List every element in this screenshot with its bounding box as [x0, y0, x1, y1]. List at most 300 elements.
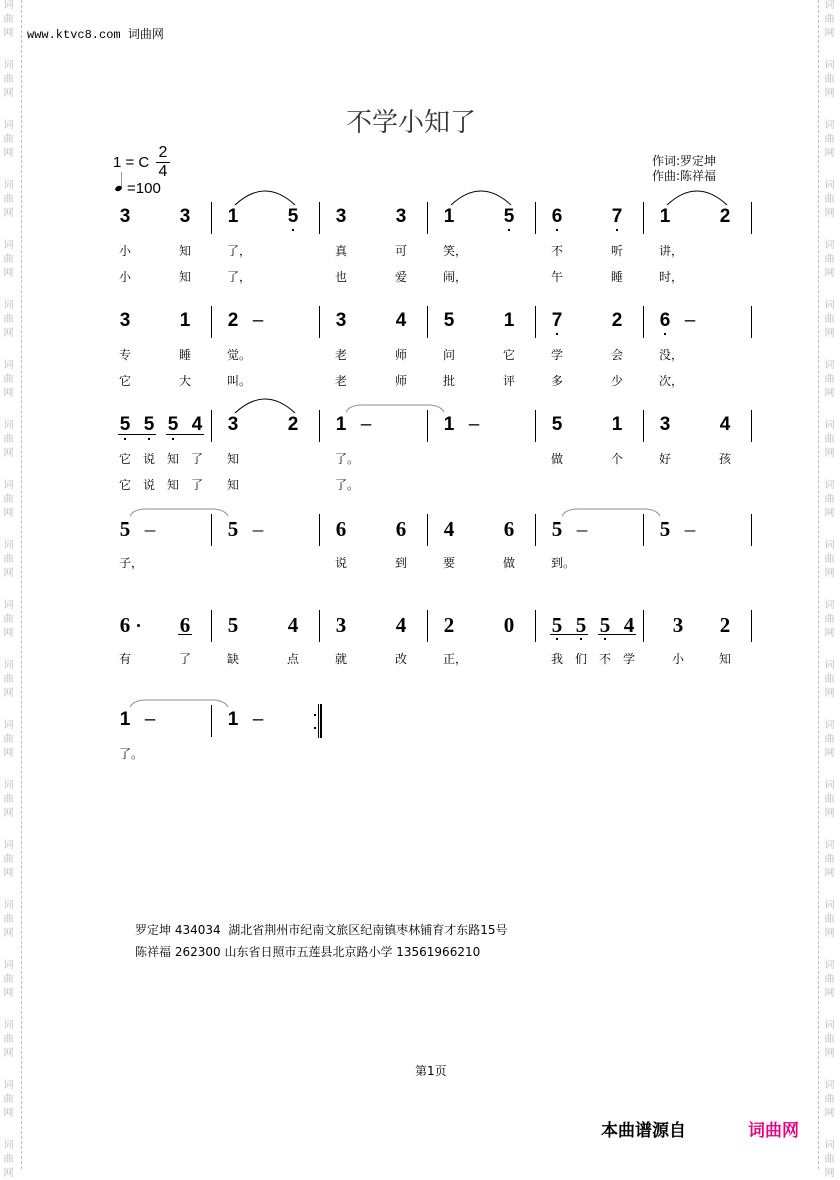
bar-line: [211, 610, 212, 642]
watermark-char: 网: [3, 808, 14, 819]
lyric-syllable: 知: [227, 478, 240, 492]
bar-line: [211, 410, 212, 442]
watermark-char: 曲: [3, 374, 14, 385]
lyric-syllable: 了，: [227, 244, 252, 258]
watermark-char: 词: [3, 960, 14, 971]
watermark-char: 曲: [824, 734, 835, 745]
low-octave-dot: [556, 229, 558, 231]
watermark-char: 词: [3, 120, 14, 131]
lyric-syllable: 了: [191, 478, 204, 492]
lyric-syllable: 知: [719, 652, 732, 666]
watermark-char: 网: [824, 1108, 835, 1119]
lyric-syllable: 就: [335, 652, 348, 666]
lyric-syllable: 次，: [659, 374, 684, 388]
note: 2: [611, 310, 623, 331]
watermark-char: 词: [824, 1140, 835, 1151]
watermark-char: 曲: [824, 674, 835, 685]
note: 2: [443, 613, 455, 637]
watermark-char: 词: [824, 180, 835, 191]
bar-line: [643, 514, 644, 546]
note: 6: [659, 310, 671, 331]
watermark-char: 词: [824, 660, 835, 671]
watermark-char: 网: [824, 868, 835, 879]
page-number: 第1页: [415, 1064, 447, 1078]
watermark-char: 网: [3, 388, 14, 399]
note: 3: [659, 414, 671, 435]
watermark-char: 词: [824, 780, 835, 791]
note: 5: [659, 517, 671, 541]
bar-line: [427, 610, 428, 642]
watermark-char: 词: [824, 960, 835, 971]
lyric-syllable: 听: [611, 244, 624, 258]
lyric-syllable: 睡: [179, 348, 192, 362]
lyric-syllable: 叫。: [227, 374, 252, 388]
watermark-char: 网: [824, 628, 835, 639]
lyric-syllable: 睡: [611, 270, 624, 284]
note: 1: [227, 709, 239, 730]
bar-line: [319, 410, 320, 442]
bar-line: [319, 306, 320, 338]
note: 5: [227, 517, 239, 541]
watermark-char: 曲: [824, 614, 835, 625]
bar-line: [751, 202, 752, 234]
watermark-char: 网: [3, 88, 14, 99]
note: 4: [191, 414, 203, 435]
note: 4: [395, 613, 407, 637]
lyric-syllable: 做: [503, 556, 516, 570]
note: 3: [119, 206, 131, 227]
note-extension-dash: –: [684, 310, 696, 331]
note: 4: [287, 613, 299, 637]
watermark-char: 网: [824, 748, 835, 759]
watermark-char: 词: [824, 540, 835, 551]
contact-line-composer: 陈祥福 262300 山东省日照市五莲县北京路小学 13561966210: [135, 945, 481, 959]
watermark-char: 网: [824, 328, 835, 339]
watermark-char: 曲: [824, 254, 835, 265]
watermark-char: 词: [3, 1140, 14, 1151]
lyric-syllable: 知: [179, 270, 192, 284]
note: 1: [227, 206, 239, 227]
bar-line: [643, 610, 644, 642]
song-title: 不学小知了: [346, 108, 477, 137]
watermark-char: 词: [3, 1080, 14, 1091]
slur: [451, 191, 511, 205]
lyric-syllable: 了: [179, 652, 192, 666]
lyric-syllable: 改: [395, 652, 408, 666]
low-octave-dot: [556, 333, 558, 335]
watermark-char: 词: [3, 660, 14, 671]
lyric-syllable: 师: [395, 348, 408, 362]
note: 3: [227, 414, 239, 435]
watermark-char: 词: [824, 360, 835, 371]
watermark-char: 词: [824, 420, 835, 431]
low-octave-dot: [148, 438, 150, 440]
watermark-char: 词: [3, 480, 14, 491]
low-octave-dot: [664, 333, 666, 335]
note-extension-dash: –: [468, 414, 480, 435]
watermark-char: 网: [3, 1168, 14, 1179]
note: 5: [551, 517, 563, 541]
watermark-char: 曲: [3, 554, 14, 565]
watermark-char: 网: [3, 748, 14, 759]
watermark-char: 网: [3, 928, 14, 939]
lyric-syllable: 问: [443, 348, 456, 362]
note: 5: [227, 613, 239, 637]
watermark-char: 词: [824, 720, 835, 731]
watermark-char: 网: [3, 508, 14, 519]
lyric-syllable: 不: [599, 652, 612, 666]
watermark-char: 网: [824, 148, 835, 159]
watermark-char: 网: [824, 208, 835, 219]
tie: [130, 509, 228, 516]
note: 5: [287, 206, 299, 227]
lyric-syllable: 我: [551, 652, 564, 666]
lyric-syllable: 了。: [119, 747, 144, 761]
lyric-syllable: 知: [167, 452, 180, 466]
watermark-char: 曲: [824, 374, 835, 385]
note: 5: [599, 613, 611, 637]
note: 4: [395, 310, 407, 331]
watermark-char: 曲: [3, 134, 14, 145]
lyric-syllable: 到。: [551, 556, 576, 570]
watermark-char: 词: [824, 900, 835, 911]
watermark-char: 曲: [3, 254, 14, 265]
note: 5: [119, 517, 131, 541]
bar-line: [535, 306, 536, 338]
watermark-char: 词: [3, 900, 14, 911]
watermark-char: 网: [3, 988, 14, 999]
watermark-char: 曲: [824, 14, 835, 25]
lyric-syllable: 评: [503, 374, 516, 388]
watermark-char: 曲: [3, 194, 14, 205]
lyric-syllable: 小: [119, 270, 132, 284]
tie: [130, 700, 228, 707]
low-octave-dot: [124, 438, 126, 440]
watermark-char: 词: [3, 1020, 14, 1031]
watermark-char: 网: [3, 208, 14, 219]
lyric-syllable: 可: [395, 244, 408, 258]
note: 1: [443, 414, 455, 435]
watermark-char: 曲: [824, 914, 835, 925]
lyric-syllable: 孩: [719, 452, 732, 466]
lyric-syllable: 到: [395, 556, 408, 570]
lyric-syllable: 了。: [335, 452, 360, 466]
low-octave-dot: [556, 638, 558, 640]
note: 1: [659, 206, 671, 227]
lyric-syllable: 们: [575, 652, 588, 666]
watermark-char: 曲: [3, 794, 14, 805]
watermark-char: 网: [824, 28, 835, 39]
watermark-char: 词: [3, 720, 14, 731]
footer-source-label: 本曲谱源自: [601, 1121, 686, 1141]
lyric-syllable: 知: [167, 478, 180, 492]
note: 5: [551, 414, 563, 435]
lyric-syllable: 个: [611, 452, 624, 466]
note: 3: [179, 206, 191, 227]
watermark-char: 曲: [824, 1094, 835, 1105]
lyric-syllable: 老: [335, 374, 348, 388]
watermark-char: 曲: [3, 614, 14, 625]
watermark-char: 网: [824, 1048, 835, 1059]
note-extension-dash: –: [144, 709, 156, 730]
note: 1: [335, 414, 347, 435]
note: 6: [119, 613, 131, 637]
bar-line: [643, 410, 644, 442]
watermark-char: 曲: [824, 554, 835, 565]
lyric-syllable: 觉。: [227, 348, 252, 362]
watermark-char: 曲: [3, 1154, 14, 1165]
bar-line: [319, 610, 320, 642]
lyric-syllable: 有: [119, 652, 132, 666]
lyric-syllable: 没，: [659, 348, 684, 362]
watermark-char: 词: [3, 780, 14, 791]
watermark-char: 网: [3, 1108, 14, 1119]
lyric-syllable: 做: [551, 452, 564, 466]
note: 1: [503, 310, 515, 331]
lyric-syllable: 会: [611, 348, 624, 362]
watermark-char: 曲: [824, 1154, 835, 1165]
watermark-char: 词: [824, 0, 835, 11]
lyric-syllable: 大: [179, 374, 192, 388]
note: 0: [503, 613, 515, 637]
watermark-char: 网: [824, 88, 835, 99]
watermark-char: 词: [824, 1080, 835, 1091]
note-extension-dash: –: [576, 517, 588, 541]
tempo-marking: =100: [127, 180, 161, 197]
lyric-syllable: 知: [179, 244, 192, 258]
lyricist-credit: 作词:罗定坤: [652, 154, 717, 168]
bar-line: [535, 610, 536, 642]
watermark-char: 曲: [3, 494, 14, 505]
note: 7: [551, 310, 563, 331]
watermark-char: 词: [3, 840, 14, 851]
watermark-char: 词: [3, 300, 14, 311]
watermark-char: 网: [824, 1168, 835, 1179]
lyric-syllable: 笑，: [443, 244, 468, 258]
lyric-syllable: 少: [611, 374, 624, 388]
watermark-char: 网: [3, 448, 14, 459]
watermark-char: 网: [824, 448, 835, 459]
note: 5: [551, 613, 563, 637]
watermark-char: 曲: [824, 1034, 835, 1045]
watermark-char: 网: [824, 928, 835, 939]
watermark-char: 曲: [3, 1034, 14, 1045]
watermark-char: 词: [3, 240, 14, 251]
low-octave-dot: [604, 638, 606, 640]
note: 2: [227, 310, 239, 331]
lyric-syllable: 专: [119, 348, 132, 362]
watermark-char: 曲: [824, 494, 835, 505]
watermark-char: 网: [3, 268, 14, 279]
lyric-syllable: 闹，: [443, 270, 468, 284]
note: 2: [719, 206, 731, 227]
note: 4: [623, 613, 635, 637]
tie: [562, 509, 660, 516]
watermark-char: 词: [3, 0, 14, 11]
time-signature-beats: 2: [158, 144, 168, 161]
watermark-char: 词: [824, 840, 835, 851]
lyric-syllable: 它: [119, 374, 132, 388]
lyric-syllable: 不: [551, 244, 564, 258]
watermark-char: 曲: [824, 74, 835, 85]
watermark-char: 网: [3, 868, 14, 879]
bar-line: [535, 514, 536, 546]
lyric-syllable: 爱: [395, 270, 408, 284]
watermark-char: 曲: [824, 134, 835, 145]
bar-line: [643, 306, 644, 338]
slur: [235, 399, 295, 413]
watermark-char: 网: [824, 688, 835, 699]
bar-line: [427, 306, 428, 338]
site-label: www.ktvc8.com 词曲网: [27, 28, 164, 42]
note-extension-dash: –: [252, 310, 264, 331]
watermark-char: 网: [3, 1048, 14, 1059]
watermark-char: 词: [3, 360, 14, 371]
note: 6: [335, 517, 347, 541]
watermark-char: 网: [3, 328, 14, 339]
augmentation-dot: [137, 624, 140, 627]
lyric-syllable: 缺: [227, 652, 240, 666]
lyric-syllable: 说: [143, 452, 156, 466]
lyric-syllable: 多: [551, 374, 564, 388]
note: 5: [575, 613, 587, 637]
lyric-syllable: 学: [623, 652, 636, 666]
watermark-char: 曲: [3, 734, 14, 745]
note: 5: [167, 414, 179, 435]
lyric-syllable: 正，: [443, 652, 468, 666]
watermark-char: 词: [3, 600, 14, 611]
low-octave-dot: [292, 229, 294, 231]
note: 1: [179, 310, 191, 331]
watermark-char: 词: [824, 240, 835, 251]
watermark-char: 曲: [824, 314, 835, 325]
bar-line: [427, 514, 428, 546]
bar-line: [535, 410, 536, 442]
bar-line: [211, 202, 212, 234]
watermark-char: 曲: [3, 854, 14, 865]
note: 3: [335, 613, 347, 637]
bar-line: [751, 306, 752, 338]
lyric-syllable: 它: [119, 478, 132, 492]
lyric-syllable: 子，: [119, 556, 144, 570]
note: 1: [611, 414, 623, 435]
note: 7: [611, 206, 623, 227]
note-extension-dash: –: [144, 517, 156, 541]
bar-line: [535, 202, 536, 234]
bar-line: [643, 202, 644, 234]
watermark-char: 曲: [3, 974, 14, 985]
note: 4: [719, 414, 731, 435]
watermark-char: 曲: [3, 14, 14, 25]
watermark-char: 曲: [3, 914, 14, 925]
note: 3: [395, 206, 407, 227]
watermark-char: 词: [3, 180, 14, 191]
bar-line: [211, 705, 212, 737]
note: 6: [179, 613, 191, 637]
note-extension-dash: –: [360, 414, 372, 435]
lyric-syllable: 真: [335, 244, 348, 258]
note: 3: [119, 310, 131, 331]
note-extension-dash: –: [252, 709, 264, 730]
lyric-syllable: 它: [503, 348, 516, 362]
watermark-char: 网: [3, 628, 14, 639]
note: 5: [119, 414, 131, 435]
key-signature: 1 = C: [113, 154, 150, 171]
lyric-syllable: 好: [659, 452, 672, 466]
watermark-char: 网: [824, 808, 835, 819]
bar-line: [751, 514, 752, 546]
lyric-syllable: 小: [672, 652, 685, 666]
note: 2: [719, 613, 731, 637]
watermark-char: 网: [3, 688, 14, 699]
watermark-char: 词: [824, 120, 835, 131]
bar-line: [211, 306, 212, 338]
watermark-char: 曲: [824, 854, 835, 865]
lyric-syllable: 时，: [659, 270, 684, 284]
bar-line: [211, 514, 212, 546]
lyric-syllable: 要: [443, 556, 456, 570]
note: 6: [551, 206, 563, 227]
lyric-syllable: 说: [335, 556, 348, 570]
footer-brand: 词曲网: [748, 1121, 799, 1141]
watermark-char: 曲: [824, 794, 835, 805]
composer-credit: 作曲:陈祥福: [652, 169, 717, 183]
watermark-char: 曲: [3, 74, 14, 85]
lyric-syllable: 也: [335, 270, 348, 284]
watermark-char: 词: [3, 60, 14, 71]
note: 5: [443, 310, 455, 331]
bar-line: [319, 202, 320, 234]
watermark-char: 曲: [824, 974, 835, 985]
lyric-syllable: 知: [227, 452, 240, 466]
watermark-char: 网: [3, 148, 14, 159]
bar-line: [751, 410, 752, 442]
lyric-syllable: 师: [395, 374, 408, 388]
slur: [235, 191, 295, 205]
note: 6: [395, 517, 407, 541]
watermark-char: 词: [824, 480, 835, 491]
watermark-char: 词: [824, 300, 835, 311]
lyric-syllable: 午: [551, 270, 564, 284]
lyric-syllable: 它: [119, 452, 132, 466]
bar-line: [427, 202, 428, 234]
watermark-char: 词: [824, 1020, 835, 1031]
note: 5: [143, 414, 155, 435]
low-octave-dot: [508, 229, 510, 231]
watermark-char: 网: [824, 508, 835, 519]
lyric-syllable: 了，: [227, 270, 252, 284]
note: 1: [119, 709, 131, 730]
watermark-char: 网: [824, 388, 835, 399]
watermark-char: 网: [3, 568, 14, 579]
watermark-char: 曲: [3, 434, 14, 445]
bar-line: [319, 514, 320, 546]
lyric-syllable: 说: [143, 478, 156, 492]
watermark-char: 网: [824, 988, 835, 999]
note: 5: [503, 206, 515, 227]
note: 6: [503, 517, 515, 541]
lyric-syllable: 点: [287, 652, 300, 666]
note-extension-dash: –: [684, 517, 696, 541]
low-octave-dot: [580, 638, 582, 640]
watermark-char: 网: [824, 268, 835, 279]
lyric-syllable: 讲，: [659, 244, 684, 258]
watermark-char: 曲: [3, 314, 14, 325]
watermark-char: 词: [824, 60, 835, 71]
note: 3: [335, 206, 347, 227]
lyric-syllable: 学: [551, 348, 564, 362]
lyric-syllable: 老: [335, 348, 348, 362]
